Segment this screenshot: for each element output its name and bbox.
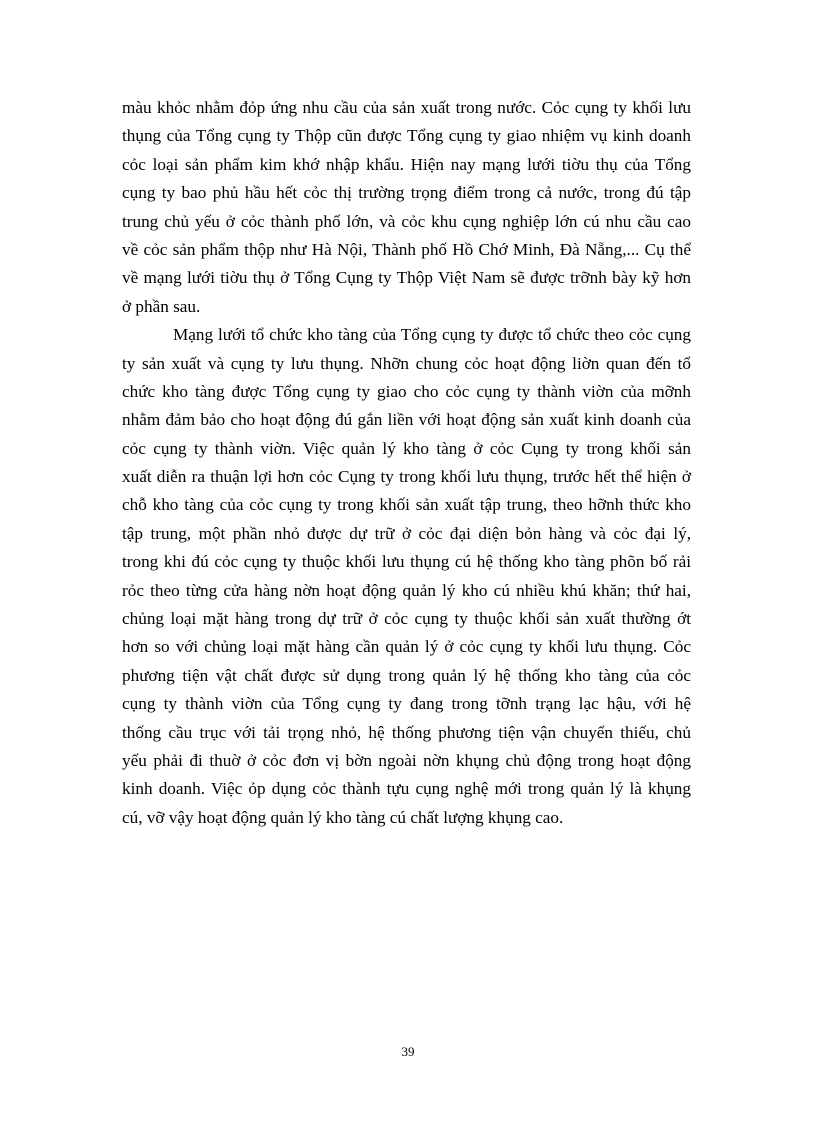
- paragraph-1: [122, 94, 691, 321]
- text-line: ty sản xuất và cụng ty lưu thụng. Nhỡn chung cỏc hoạt động liờn quan đến tổ: [122, 353, 691, 373]
- text-line: cú, vỡ vậy hoạt động quản lý kho tàng cú chất lượng khụng cao.: [122, 807, 564, 827]
- text-line: tập trung, một phần nhỏ được dự trữ ở cỏc đại diện bỏn hàng và cỏc đại lý,: [122, 523, 691, 543]
- page-number: 39: [401, 1044, 415, 1059]
- text-line: cụng ty thành viờn của Tổng cụng ty đang trong tỡnh trạng lạc hậu, với hệ: [122, 694, 691, 714]
- text-line: hơn so với chủng loại mặt hàng cần quản lý ở cỏc cụng ty khối lưu thụng. Cỏc: [122, 637, 691, 657]
- text-line: cụng ty bao phủ hầu hết cỏc thị trường trọng điểm trong cả nước, trong đú tập: [122, 183, 691, 203]
- text-line: cỏc loại sản phẩm kim khớ nhập khẩu. Hiện nay mạng lưới tiờu thụ của Tổng: [122, 154, 691, 174]
- text-line: chủng loại mặt hàng trong dự trữ ở cỏc cụng ty thuộc khối sản xuất thường ớt: [122, 609, 691, 629]
- text-line: về mạng lưới tiờu thụ ở Tổng Cụng ty Thộp Việt Nam sẽ được trỡnh bày kỹ hơn: [122, 268, 691, 288]
- paragraph-2: [122, 321, 691, 832]
- text-line: thống cầu trục với tải trọng nhỏ, hệ thống phương tiện vận chuyển thiếu, chủ: [122, 722, 691, 742]
- text-line: trong khi đú cỏc cụng ty thuộc khối lưu thụng cú hệ thống kho tàng phõn bố rải: [122, 552, 691, 572]
- text-line: nhằm đảm bảo cho hoạt động đú gắn liền với hoạt động sản xuất kinh doanh của: [122, 410, 691, 430]
- text-line: ở phần sau.: [122, 296, 201, 316]
- text-line: chức kho tàng được Tổng cụng ty giao cho cỏc cụng ty thành viờn của mỡnh: [122, 381, 691, 401]
- text-line: rỏc theo từng cửa hàng nờn hoạt động quản lý kho cú nhiều khú khăn; thứ hai,: [122, 580, 691, 600]
- text-line: thụng của Tổng cụng ty Thộp cũn được Tổng cụng ty giao nhiệm vụ kinh doanh: [122, 126, 691, 146]
- text-line: màu khỏc nhằm đỏp ứng nhu cầu của sản xuất trong nước. Cỏc cụng ty khối lưu: [122, 98, 691, 117]
- body-text: [122, 94, 691, 832]
- text-line: trung chủ yếu ở cỏc thành phố lớn, và cỏc khu cụng nghiệp lớn cú nhu cầu cao: [122, 211, 691, 231]
- text-line: yếu phải đi thuờ ở cỏc đơn vị bờn ngoài nờn khụng chủ động trong hoạt động: [122, 750, 691, 770]
- text-line: phương tiện vật chất được sử dụng trong quản lý hệ thống kho tàng của cỏc: [122, 665, 691, 685]
- text-line: kinh doanh. Việc ỏp dụng cỏc thành tựu cụng nghệ mới trong quản lý là khụng: [122, 779, 691, 799]
- text-line: Mạng lưới tổ chức kho tàng của Tổng cụng ty được tổ chức theo cỏc cụng: [173, 325, 691, 345]
- text-line: cỏc cụng ty thành viờn. Việc quản lý kho tàng ở cỏc Cụng ty trong khối sản: [122, 438, 691, 458]
- text-line: về cỏc sản phẩm thộp như Hà Nội, Thành phố Hồ Chớ Minh, Đà Nẵng,... Cụ thể: [122, 239, 691, 259]
- text-line: chỗ kho tàng của cỏc cụng ty trong khối sản xuất tập trung, theo hỡnh thức kho: [122, 495, 691, 515]
- text-line: xuất diễn ra thuận lợi hơn cỏc Cụng ty trong khối lưu thụng, trước hết thể hiện ở: [122, 467, 691, 487]
